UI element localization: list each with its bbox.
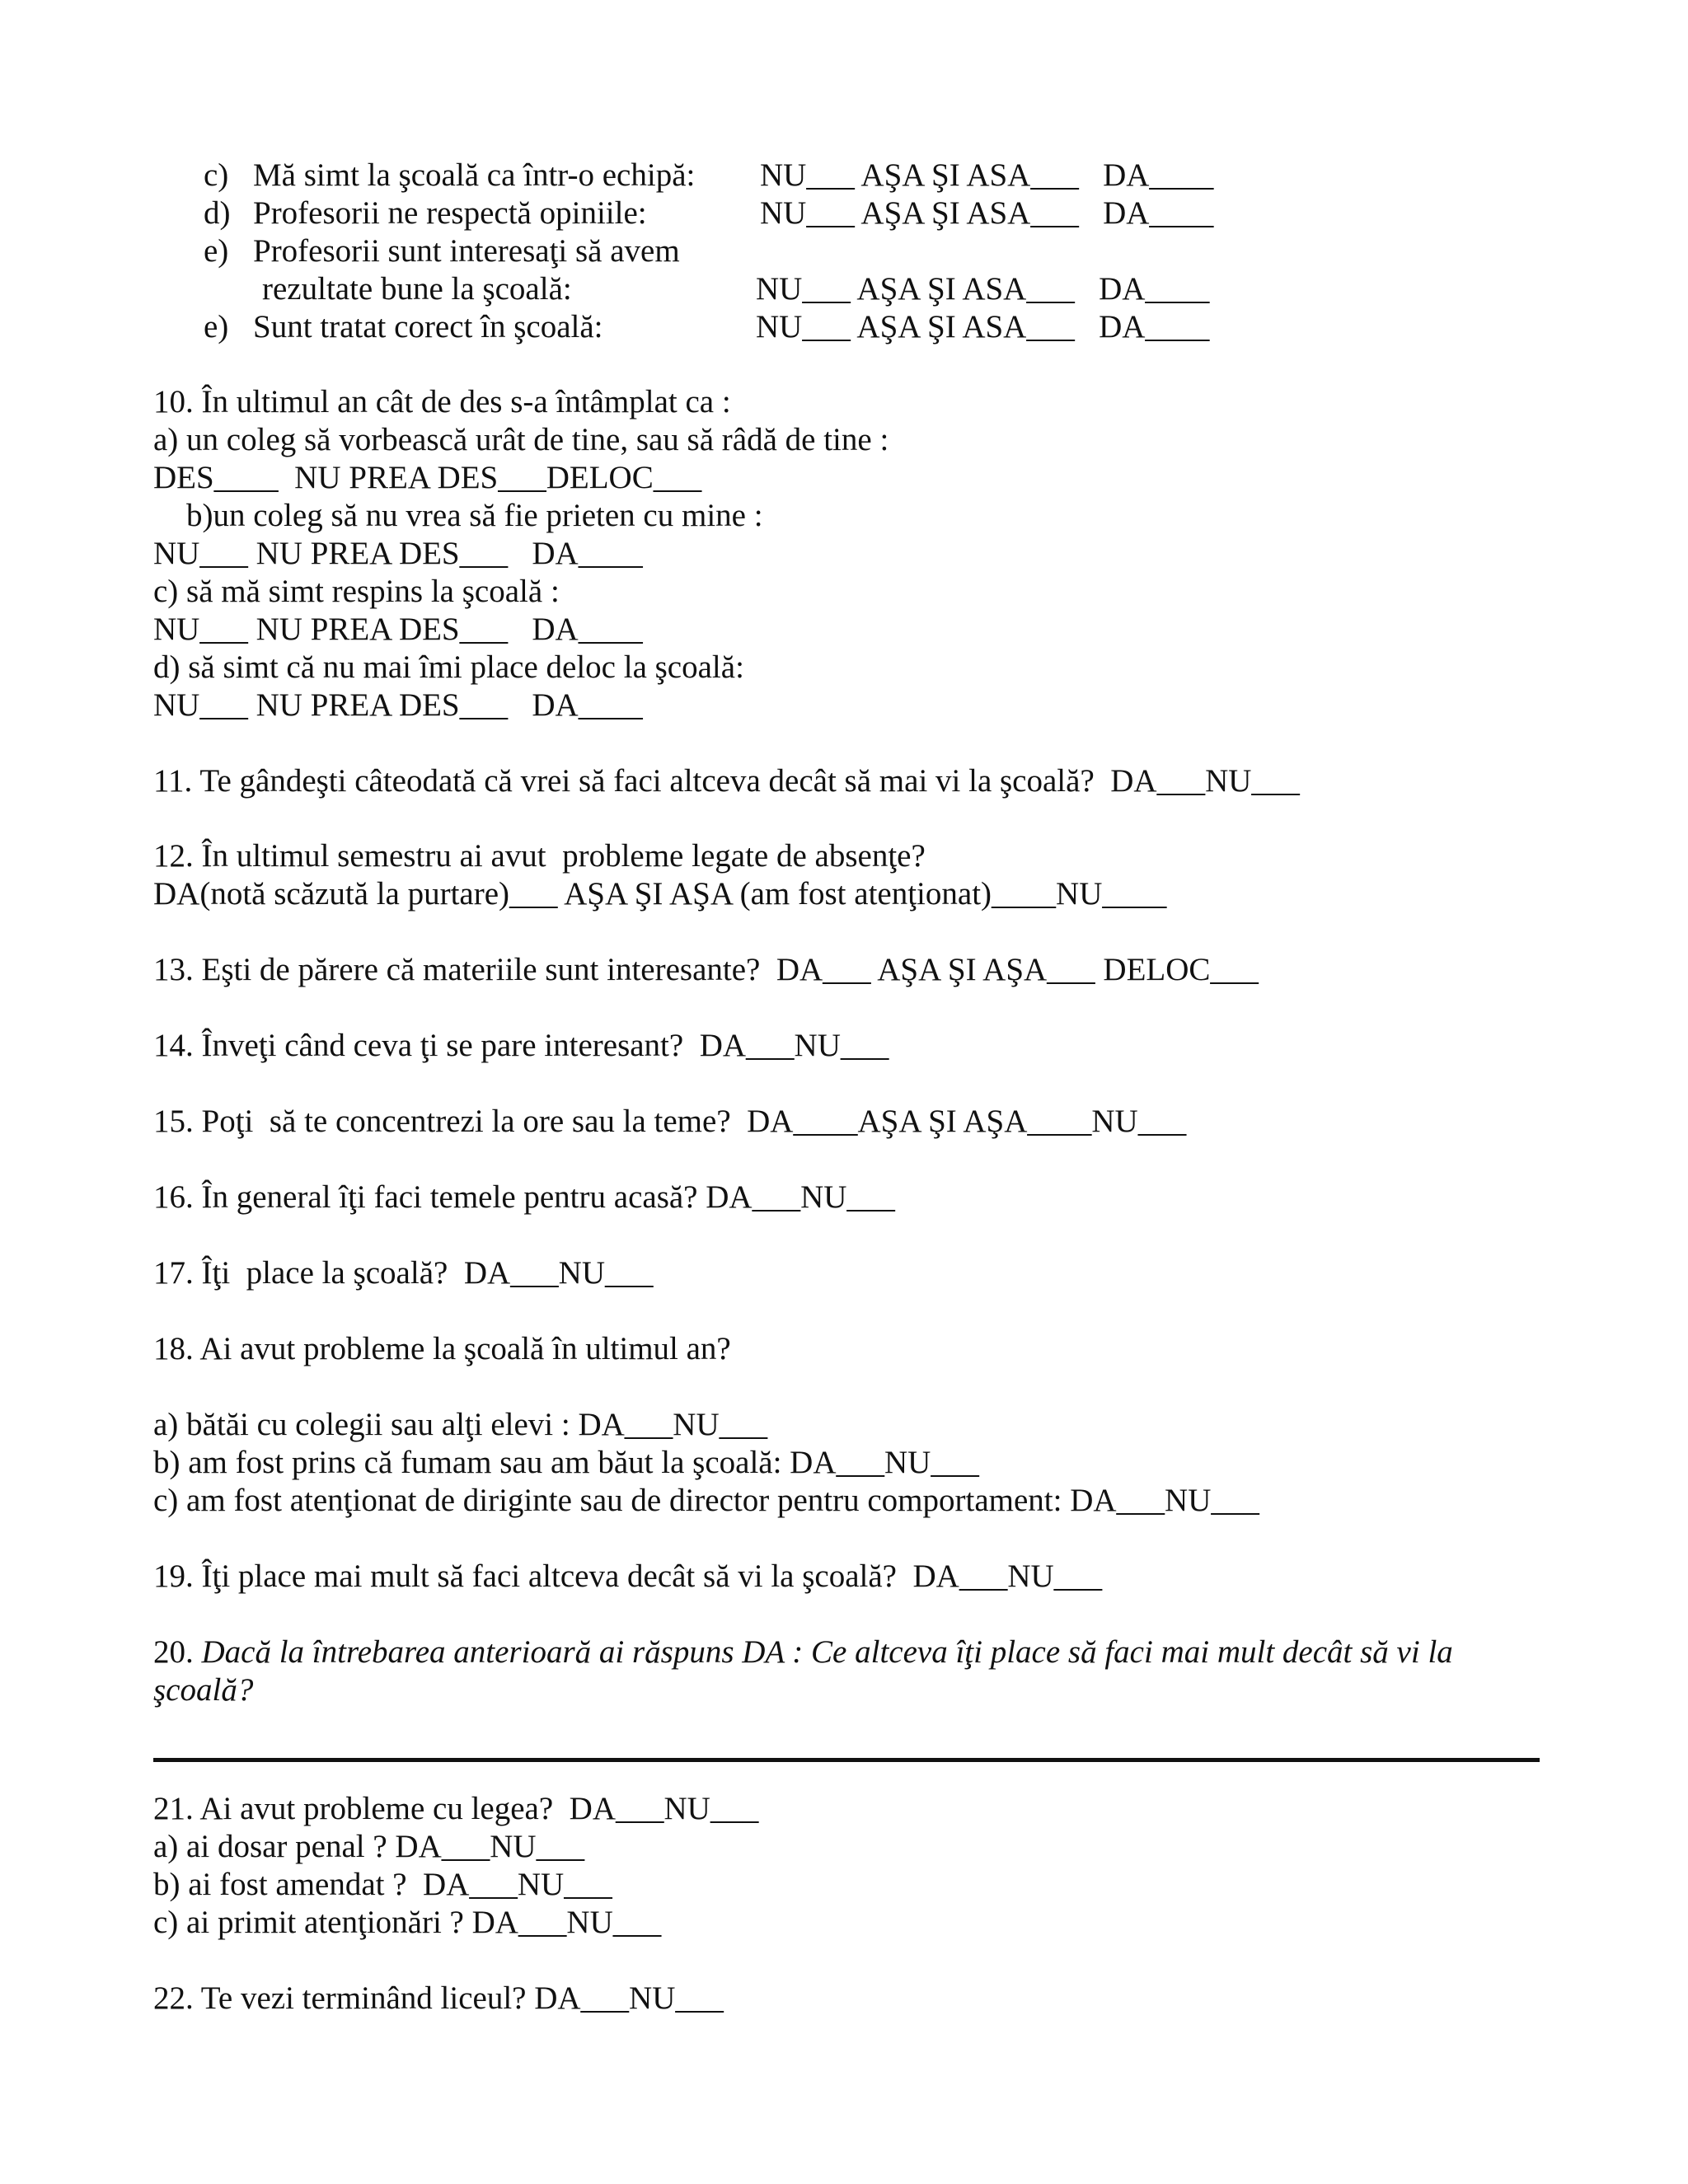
- q10-title: 10. În ultimul an cât de des s-a întâmplat ca :: [153, 384, 731, 419]
- q10d-text: d) să simt că nu mai îmi place deloc la şcoală:: [153, 649, 744, 685]
- q10a-scale: DES____ NU PREA DES___DELOC___: [153, 460, 702, 495]
- q10c-text: c) să mă simt respins la şcoală :: [153, 574, 560, 609]
- q9e1-scale: NU___ AŞA ŞI ASA___ DA____: [756, 271, 1210, 307]
- q9d-text: Profesorii ne respectă opiniile:: [253, 195, 647, 231]
- q9e2-scale: NU___ AŞA ŞI ASA___ DA____: [756, 309, 1210, 344]
- q21b-text: b) ai fost amendat ? DA___NU___: [153, 1867, 612, 1902]
- q9d-label: d): [204, 195, 231, 231]
- q9e1-text: Profesorii sunt interesaţi să avem: [253, 233, 680, 269]
- q15-text: 15. Poţi să te concentrezi la ore sau la teme? DA____AŞA ŞI AŞA____NU___: [153, 1104, 1187, 1139]
- q12-title: 12. În ultimul semestru ai avut probleme legate de absenţe?: [153, 838, 926, 874]
- q9e2-text: Sunt tratat corect în şcoală:: [253, 309, 603, 344]
- q11-text: 11. Te gândeşti câteodată că vrei să faci altceva decât să mai vi la şcoală? DA___NU___: [153, 763, 1300, 799]
- q9d-scale: NU___ AŞA ŞI ASA___ DA____: [760, 195, 1214, 231]
- q9e1-continuation: rezultate bune la şcoală:: [262, 271, 572, 307]
- q18a-text: a) bătăi cu colegii sau alţi elevi : DA___NU___: [153, 1407, 768, 1442]
- q21-title: 21. Ai avut probleme cu legea? DA___NU___: [153, 1791, 759, 1826]
- q10d-scale: NU___ NU PREA DES___ DA____: [153, 687, 643, 723]
- q10a-text: a) un coleg să vorbească urât de tine, sau să râdă de tine :: [153, 422, 889, 457]
- q20-prompt-line2: şcoală?: [153, 1672, 254, 1708]
- q13-text: 13. Eşti de părere că materiile sunt interesante? DA___ AŞA ŞI AŞA___ DELOC___: [153, 952, 1259, 987]
- q22-text: 22. Te vezi terminând liceul? DA___NU___: [153, 1980, 724, 2016]
- q9c-text: Mă simt la şcoală ca într-o echipă:: [253, 157, 696, 193]
- q20-text: [153, 1633, 1453, 1671]
- q18b-text: b) am fost prins că fumam sau am băut la şcoală: DA___NU___: [153, 1445, 979, 1480]
- q12-scale: DA(notă scăzută la purtare)___ AŞA ŞI AŞA (am fost atenţionat)____NU____: [153, 876, 1167, 912]
- q14-text: 14. Înveţi când ceva ţi se pare interesant? DA___NU___: [153, 1028, 889, 1063]
- q20-prompt-line1: Dacă la întrebarea anterioară ai răspuns DA : Ce altceva îţi place să faci mai mult decât să vi la: [201, 1634, 1453, 1670]
- q18c-text: c) am fost atenţionat de diriginte sau de director pentru comportament: DA___NU___: [153, 1483, 1259, 1518]
- q19-text: 19. Îţi place mai mult să faci altceva decât să vi la şcoală? DA___NU___: [153, 1558, 1103, 1594]
- q16-text: 16. În general îţi faci temele pentru acasă? DA___NU___: [153, 1179, 895, 1215]
- q17-text: 17. Îţi place la şcoală? DA___NU___: [153, 1255, 654, 1291]
- q9e2-label: e): [204, 309, 229, 344]
- q9c-scale: NU___ AŞA ŞI ASA___ DA____: [760, 157, 1214, 193]
- q10b-text: b)un coleg să nu vrea să fie prieten cu mine :: [186, 498, 763, 533]
- q21a-text: a) ai dosar penal ? DA___NU___: [153, 1829, 585, 1864]
- q9c-label: c): [204, 157, 229, 193]
- q10c-scale: NU___ NU PREA DES___ DA____: [153, 612, 643, 647]
- q10b-scale: NU___ NU PREA DES___ DA____: [153, 536, 643, 571]
- q9e1-label: e): [204, 233, 229, 269]
- q21c-text: c) ai primit atenţionări ? DA___NU___: [153, 1905, 662, 1940]
- q20-number: 20.: [153, 1634, 202, 1670]
- q18-title: 18. Ai avut probleme la şcoală în ultimul an?: [153, 1331, 731, 1366]
- answer-line: [153, 1758, 1540, 1762]
